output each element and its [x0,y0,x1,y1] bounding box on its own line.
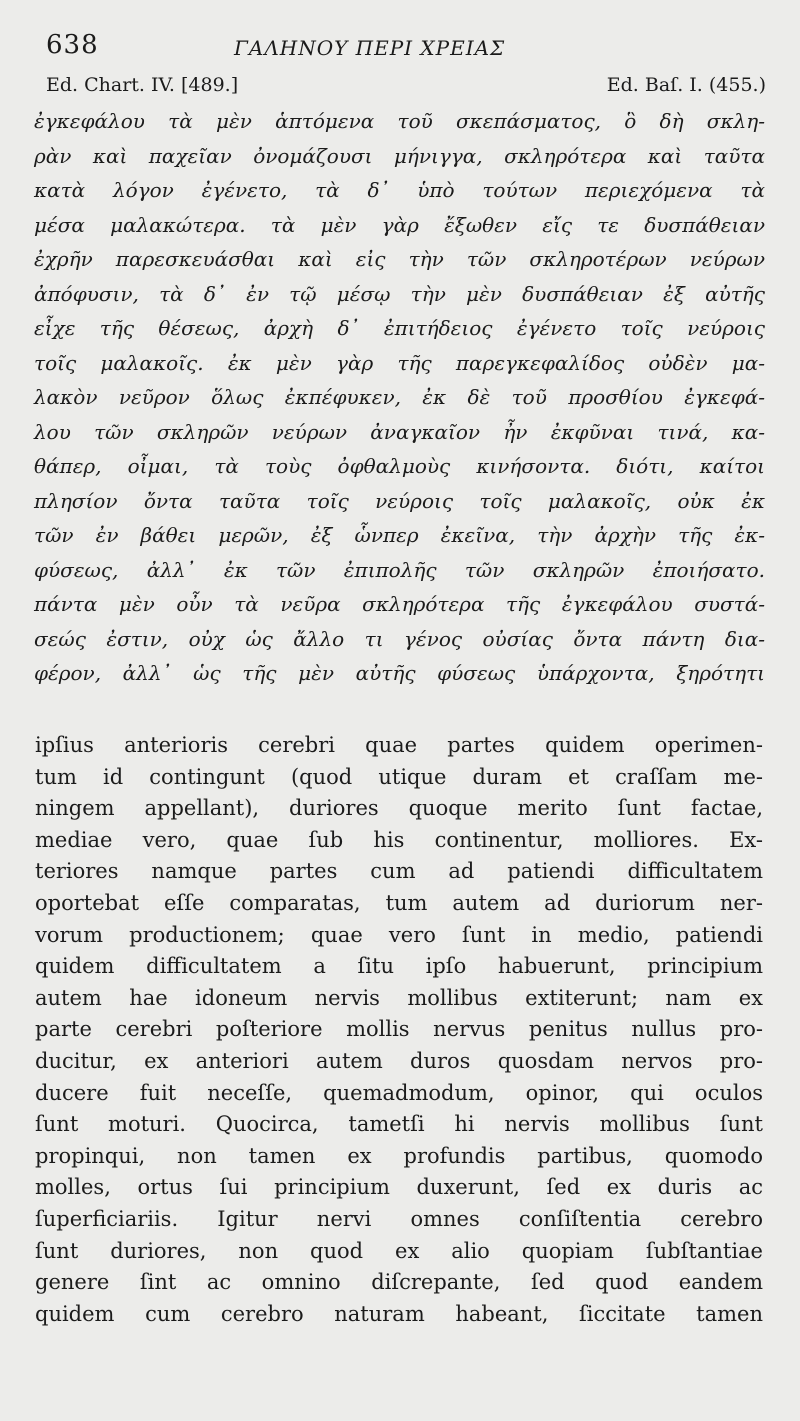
greek-line: εἶχε τῆς θέσεως, ἀρχὴ δ᾽ ἐπιτήδειος ἐγένετο τοῖς νεύροις [34,316,765,340]
latin-line: ipſius anterioris cerebri quae partes quidem operimen- [35,733,763,757]
greek-text-block [34,104,765,694]
greek-line: ρὰν καὶ παχεῖαν ὀνομάζουσι μήνιγγα, σκληρότερα καὶ ταῦτα [34,143,765,168]
greek-line: σεώς ἐστιν, οὐχ ὡς ἄλλο τι γένος οὐσίας ὄντα πάντη δια- [34,626,765,651]
greek-line: θάπερ, οἶμαι, τὰ τοὺς ὀφθαλμοὺς κινήσοντα. διότι, καίτοι [34,454,765,478]
latin-line: quidem difficultatem a ſitu ipſo habuerunt, principium [35,954,763,979]
greek-line: λου τῶν σκληρῶν νεύρων ἀναγκαῖον ἦν ἐκφῦναι τινά, κα- [34,419,765,444]
latin-line: teriores namque partes cum ad patiendi difficultatem [35,859,763,884]
latin-line: genere ſint ac omnino diſcrepante, ſed quod eandem [35,1270,763,1295]
latin-line: tum id contingunt (quod utique duram et craſſam me- [35,764,763,789]
latin-line: molles, ortus ſui principium duxerunt, ſed ex duris ac [35,1175,763,1200]
latin-line: quidem cum cerebro naturam habeant, ſiccitate tamen [35,1301,763,1326]
latin-line: ſuperficiariis. Igitur nervi omnes conſiſtentia cerebro [35,1206,763,1231]
latin-line: vorum productionem; quae vero ſunt in medio, patiendi [35,922,763,947]
latin-line: mediae vero, quae ſub his continentur, molliores. Ex- [35,827,763,852]
edition-reference-right: Ed. Baſ. I. (455.) [606,74,766,96]
greek-line: πάντα μὲν οὖν τὰ νεῦρα σκληρότερα τῆς ἐγκεφάλου συστά- [34,592,765,616]
edition-references [40,74,766,102]
greek-line: ἐγκεφάλου τὰ μὲν ἁπτόμενα τοῦ σκεπάσματος, ὃ δὴ σκλη- [34,109,765,133]
greek-line: πλησίον ὄντα ταῦτα τοῖς νεύροις τοῖς μαλακοῖς, οὐκ ἐκ [34,488,765,513]
greek-line: μέσα μαλακώτερα. τὰ μὲν γὰρ ἔξωθεν εἴς τε δυσπάθειαν [34,212,765,237]
greek-line: ἀπόφυσιν, τὰ δ᾽ ἐν τῷ μέσῳ τὴν μὲν δυσπάθειαν ἐξ αὐτῆς [34,281,765,306]
latin-line: ſunt moturi. Quocirca, tametſi hi nervis mollibus ſunt [35,1112,763,1137]
greek-line: τοῖς μαλακοῖς. ἐκ μὲν γὰρ τῆς παρεγκεφαλίδος οὐδὲν μα- [34,350,765,375]
page-number: 638 [46,30,99,60]
latin-line: parte cerebri poſteriore mollis nervus penitus nullus pro- [35,1017,763,1042]
greek-line: ἐχρῆν παρεσκευάσθαι καὶ εἰς τὴν τῶν σκληροτέρων νεύρων [34,247,765,271]
running-title: ΓΑΛΗΝΟΥ ΠΕΡΙ ΧΡΕΙΑΣ [234,36,506,60]
latin-line: ningem appellant), duriores quoque merito ſunt factae, [35,796,763,821]
latin-line: ducitur, ex anteriori autem duros quosdam nervos pro- [35,1048,763,1073]
latin-line: ducere fuit neceſſe, quemadmodum, opinor, qui oculos [35,1080,763,1105]
page-header [40,30,770,66]
latin-text-block [35,730,763,1400]
greek-line: κατὰ λόγον ἐγένετο, τὰ δ᾽ ὑπὸ τούτων περιεχόμενα τὰ [34,178,765,202]
greek-line: φέρον, ἀλλ᾽ ὡς τῆς μὲν αὐτῆς φύσεως ὑπάρχοντα, ξηρότητι [34,661,765,685]
latin-line: ſunt duriores, non quod ex alio quopiam ſubſtantiae [35,1238,763,1263]
latin-line: propinqui, non tamen ex profundis partibus, quomodo [35,1143,763,1168]
greek-line: τῶν ἐν βάθει μερῶν, ἐξ ὧνπερ ἐκεῖνα, τὴν ἀρχὴν τῆς ἐκ- [34,523,765,547]
edition-reference-left: Ed. Chart. IV. [489.] [46,74,239,96]
greek-line: φύσεως, ἀλλ᾽ ἐκ τῶν ἐπιπολῆς τῶν σκληρῶν ἐποιήσατο. [34,557,765,582]
greek-line: λακὸν νεῦρον ὅλως ἐκπέφυκεν, ἐκ δὲ τοῦ προσθίου ἐγκεφά- [34,385,765,409]
latin-line: oportebat eſſe comparatas, tum autem ad duriorum ner- [35,890,763,915]
latin-line: autem hae idoneum nervis mollibus extiterunt; nam ex [35,985,763,1010]
